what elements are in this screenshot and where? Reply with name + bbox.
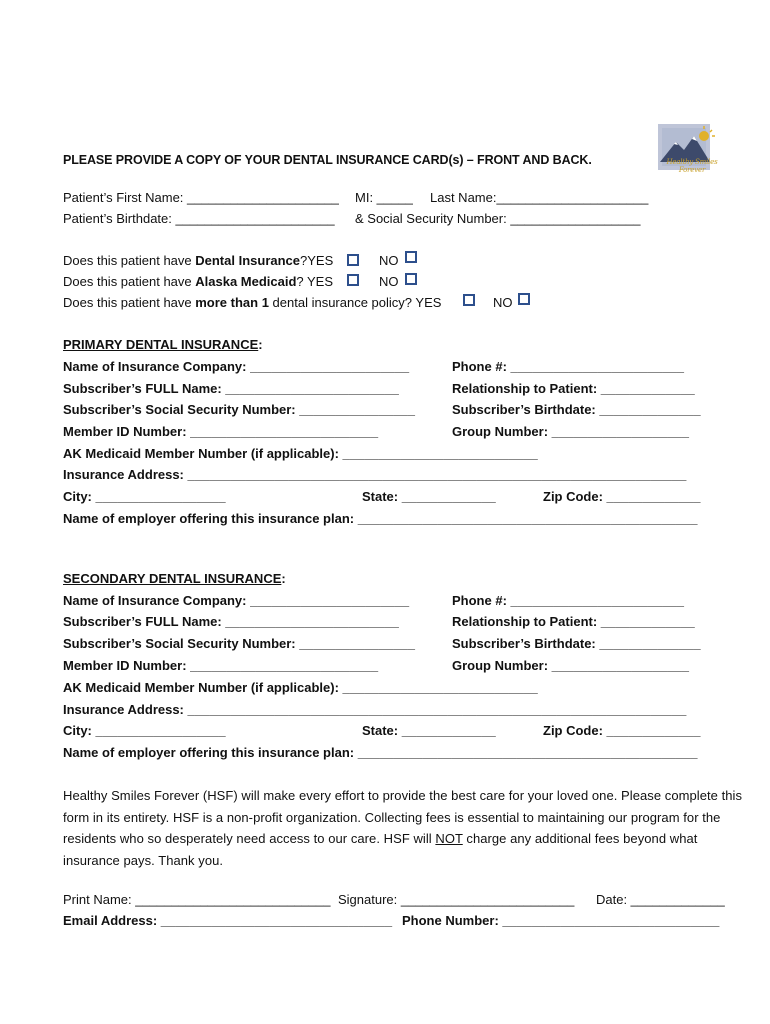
phone-number-field[interactable]: Phone Number: ______________________________	[402, 913, 720, 928]
secondary-insurance-heading	[63, 571, 286, 587]
question-no-label: NO	[379, 253, 399, 268]
secondary-subscriber-name-field[interactable]: Subscriber’s FULL Name: ________________________	[63, 614, 399, 629]
question-alaska-medicaid	[63, 274, 333, 290]
notice-text-after: charge any additional fees beyond what insurance pays. Thank you.	[63, 831, 698, 868]
primary-state-field[interactable]: State: _____________	[362, 489, 496, 504]
primary-ak-medicaid-field[interactable]: AK Medicaid Member Number (if applicable): ___________________________	[63, 446, 538, 461]
primary-city-field[interactable]: City: __________________	[63, 489, 226, 504]
primary-insurance-heading	[63, 337, 263, 353]
secondary-subscriber-birthdate-field[interactable]: Subscriber’s Birthdate: ______________	[452, 636, 701, 651]
question-prefix: Does this patient have	[63, 253, 196, 268]
print-name-field[interactable]: Print Name: ___________________________	[63, 892, 331, 907]
question-bold: Alaska Medicaid	[195, 274, 297, 289]
secondary-state-field[interactable]: State: _____________	[362, 723, 496, 738]
primary-subscriber-ssn-field[interactable]: Subscriber’s Social Security Number: ________________	[63, 402, 415, 417]
question-bold: more than 1	[195, 295, 269, 310]
logo-text: Healthy Smiles Forever	[666, 158, 718, 174]
multiple-policies-yes-checkbox[interactable]	[463, 294, 475, 306]
section-title: SECONDARY DENTAL INSURANCE	[63, 571, 282, 586]
secondary-member-id-field[interactable]: Member ID Number: __________________________	[63, 658, 379, 673]
secondary-city-field[interactable]: City: __________________	[63, 723, 226, 738]
question-prefix: Does this patient have	[63, 295, 196, 310]
notice-not-emphasis: NOT	[435, 831, 463, 846]
primary-subscriber-birthdate-field[interactable]: Subscriber’s Birthdate: ______________	[452, 402, 701, 417]
question-no-label: NO	[379, 274, 399, 289]
primary-subscriber-name-field[interactable]: Subscriber’s FULL Name: ________________________	[63, 381, 399, 396]
section-colon: :	[281, 571, 286, 586]
question-no-label: NO	[493, 295, 513, 310]
secondary-ak-medicaid-field[interactable]: AK Medicaid Member Number (if applicable): ___________________________	[63, 680, 538, 695]
page-title: PLEASE PROVIDE A COPY OF YOUR DENTAL INSURANCE CARD(s) – FRONT AND BACK.	[63, 153, 592, 167]
question-multiple-policies	[63, 295, 441, 311]
section-title: PRIMARY DENTAL INSURANCE	[63, 337, 259, 352]
secondary-employer-field[interactable]: Name of employer offering this insurance plan: _______________________________________________	[63, 745, 698, 760]
question-prefix: Does this patient have	[63, 274, 196, 289]
patient-mi-field[interactable]: MI: _____	[355, 190, 413, 205]
section-colon: :	[258, 337, 263, 352]
dental-insurance-yes-checkbox[interactable]	[347, 254, 359, 266]
date-field[interactable]: Date: _____________	[596, 892, 725, 907]
primary-address-field[interactable]: Insurance Address: _____________________________________________________________________	[63, 467, 687, 482]
email-address-field[interactable]: Email Address: ________________________________	[63, 913, 393, 928]
alaska-medicaid-no-checkbox[interactable]	[405, 273, 417, 285]
multiple-policies-no-checkbox[interactable]	[518, 293, 530, 305]
alaska-medicaid-yes-checkbox[interactable]	[347, 274, 359, 286]
dental-insurance-no-checkbox[interactable]	[405, 251, 417, 263]
primary-company-field[interactable]: Name of Insurance Company: ______________________	[63, 359, 410, 374]
secondary-zip-field[interactable]: Zip Code: _____________	[543, 723, 701, 738]
secondary-group-number-field[interactable]: Group Number: ___________________	[452, 658, 690, 673]
notice-text-before: Healthy Smiles Forever (HSF) will make every effort to provide the best care for your loved one. Please complete this form in its entirety. HSF is a non-profit organization. Collecting fees is essential to maintaining our program for the residents who so desperately need access to our care. HSF will	[63, 788, 743, 846]
patient-birthdate-field[interactable]: Patient’s Birthdate: ______________________	[63, 211, 335, 226]
question-yes-label: ? YES	[296, 274, 334, 289]
secondary-phone-field[interactable]: Phone #: ________________________	[452, 593, 685, 608]
signature-field[interactable]: Signature: ________________________	[338, 892, 575, 907]
primary-group-number-field[interactable]: Group Number: ___________________	[452, 424, 690, 439]
secondary-address-field[interactable]: Insurance Address: _____________________________________________________________________	[63, 702, 687, 717]
primary-member-id-field[interactable]: Member ID Number: __________________________	[63, 424, 379, 439]
notice-paragraph	[63, 785, 753, 871]
primary-relationship-field[interactable]: Relationship to Patient: _____________	[452, 381, 695, 396]
patient-last-name-field[interactable]: Last Name:_____________________	[430, 190, 649, 205]
secondary-relationship-field[interactable]: Relationship to Patient: _____________	[452, 614, 695, 629]
question-rest: dental insurance policy? YES	[268, 295, 442, 310]
primary-zip-field[interactable]: Zip Code: _____________	[543, 489, 701, 504]
secondary-subscriber-ssn-field[interactable]: Subscriber’s Social Security Number: ________________	[63, 636, 415, 651]
healthy-smiles-logo	[654, 122, 730, 180]
question-dental-insurance	[63, 253, 333, 269]
primary-employer-field[interactable]: Name of employer offering this insurance plan: _______________________________________________	[63, 511, 698, 526]
patient-first-name-field[interactable]: Patient’s First Name: _____________________	[63, 190, 339, 205]
question-bold: Dental Insurance	[195, 253, 301, 268]
question-yes-label: ?YES	[300, 253, 334, 268]
secondary-company-field[interactable]: Name of Insurance Company: ______________________	[63, 593, 410, 608]
patient-ssn-field[interactable]: & Social Security Number: __________________	[355, 211, 641, 226]
primary-phone-field[interactable]: Phone #: ________________________	[452, 359, 685, 374]
